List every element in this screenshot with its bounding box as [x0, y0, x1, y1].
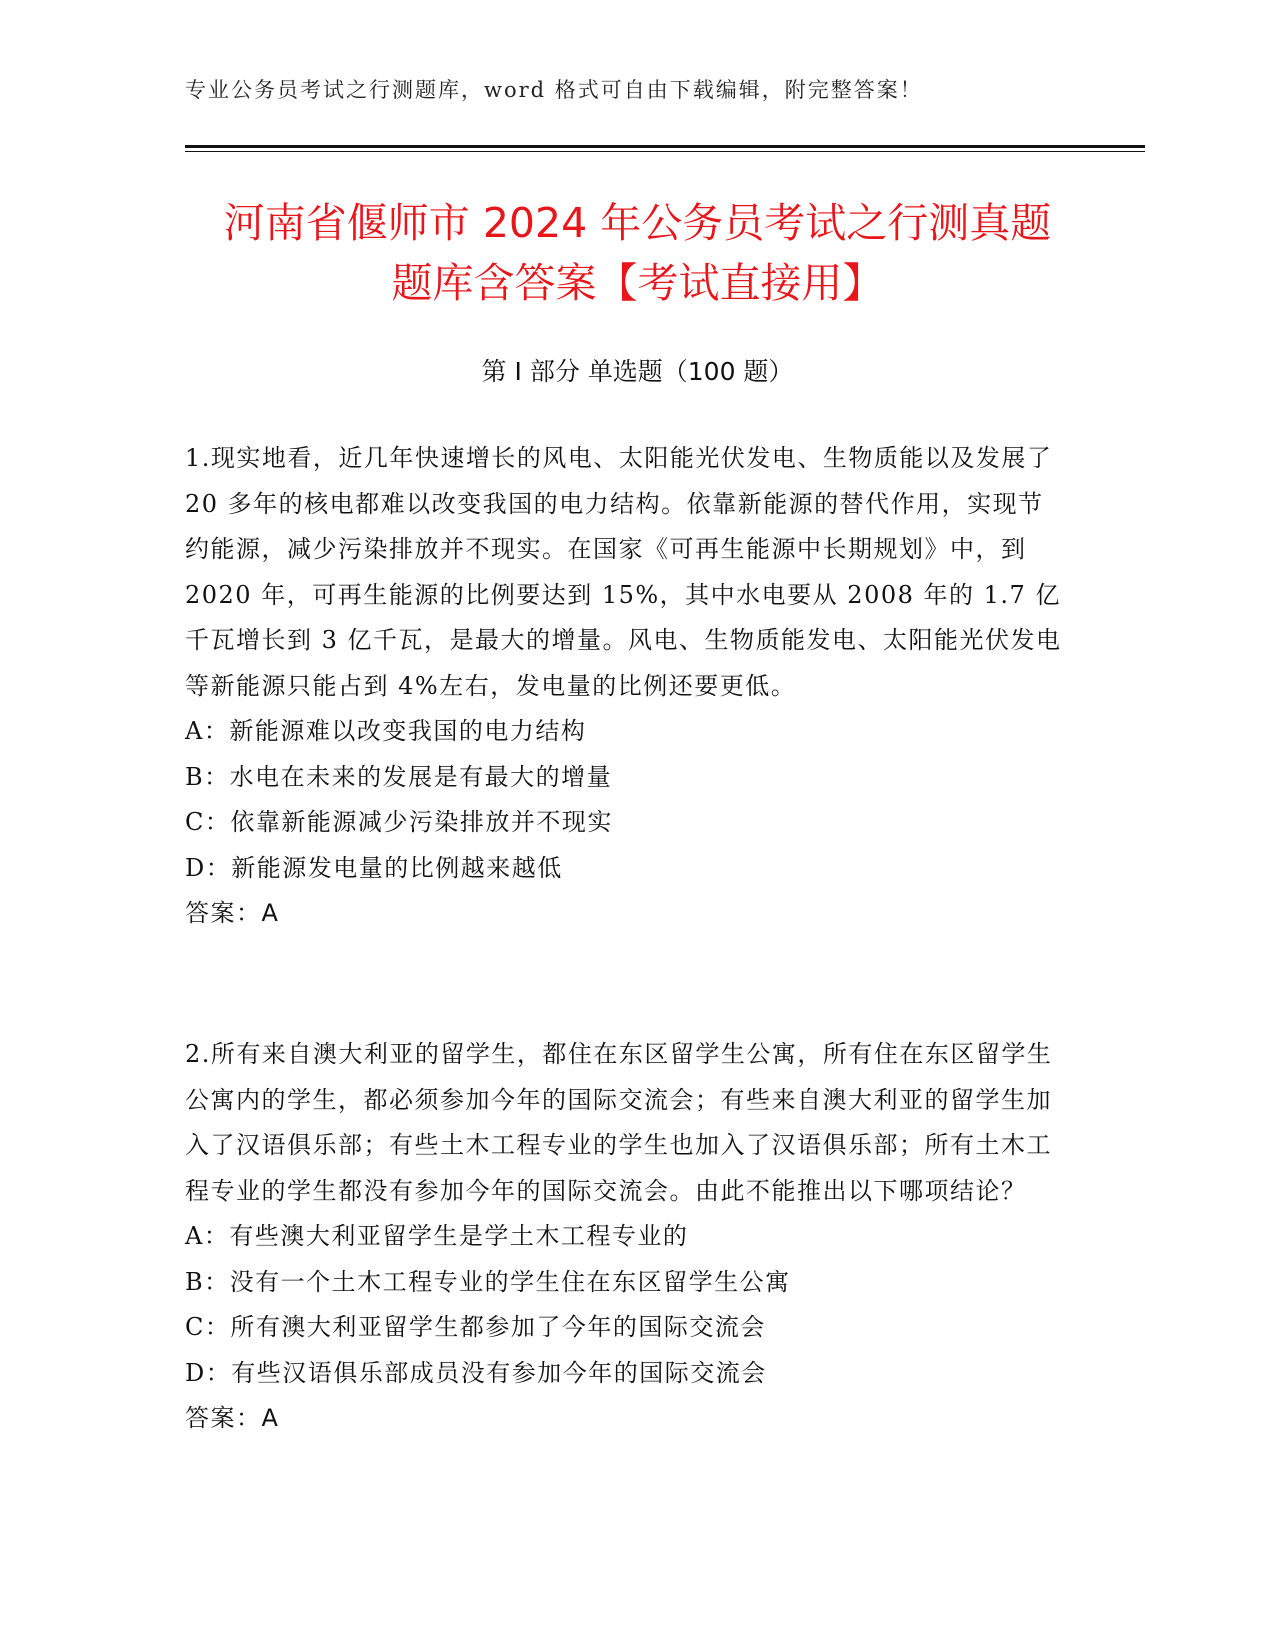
answer: 答案：A: [185, 899, 280, 927]
question-1: [185, 436, 1065, 937]
option-d: D：有些汉语俱乐部成员没有参加今年的国际交流会: [185, 1358, 767, 1387]
question-2: [185, 1032, 1065, 1442]
question-stem: 1.现实地看，近几年快速增长的风电、太阳能光伏发电、生物质能以及发展了 20 多年的核电都难以改变我国的电力结构。依靠新能源的替代作用，实现节约能源，减少污染排放并不现实。在国家《可再生能源中长期规划》中，到 2020 年，可再生能源的比例要达到 15%，其中水电要从 2008 年的 1.7 亿千瓦增长到 3 亿千瓦，是最大的增量。风电、生物质能发电、太阳能光伏发电等新能源只能占到 4%左右，发电量的比例还要更低。: [185, 444, 1062, 700]
option-a: A：有些澳大利亚留学生是学土木工程专业的: [185, 1222, 689, 1250]
option-c: C：所有澳大利亚留学生都参加了今年的国际交流会: [185, 1313, 766, 1341]
option-d: D：新能源发电量的比例越来越低: [185, 853, 563, 882]
header-rule-thick: [185, 145, 1145, 148]
header-rule-thin: [185, 151, 1145, 152]
option-b: B：水电在未来的发展是有最大的增量: [185, 762, 613, 791]
option-c: C：依靠新能源减少污染排放并不现实: [185, 808, 613, 836]
header-note: 专业公务员考试之行测题库，word 格式可自由下载编辑，附完整答案！: [185, 78, 923, 102]
title-line-1: 河南省偃师市 2024 年公务员考试之行测真题: [223, 199, 1052, 247]
page-title: [150, 193, 1125, 313]
answer: 答案：A: [185, 1404, 280, 1432]
title-line-2: 题库含答案【考试直接用】: [391, 259, 884, 307]
section-heading: 第 I 部分 单选题（100 题）: [481, 357, 794, 386]
option-a: A：新能源难以改变我国的电力结构: [185, 717, 587, 745]
question-stem: 2.所有来自澳大利亚的留学生，都住在东区留学生公寓，所有住在东区留学生公寓内的学生，都必须参加今年的国际交流会；有些来自澳大利亚的留学生加入了汉语俱乐部；有些土木工程专业的学生也加入了汉语俱乐部；所有土木工程专业的学生都没有参加今年的国际交流会。由此不能推出以下哪项结论？: [185, 1040, 1053, 1205]
option-b: B：没有一个土木工程专业的学生住在东区留学生公寓: [185, 1267, 791, 1296]
